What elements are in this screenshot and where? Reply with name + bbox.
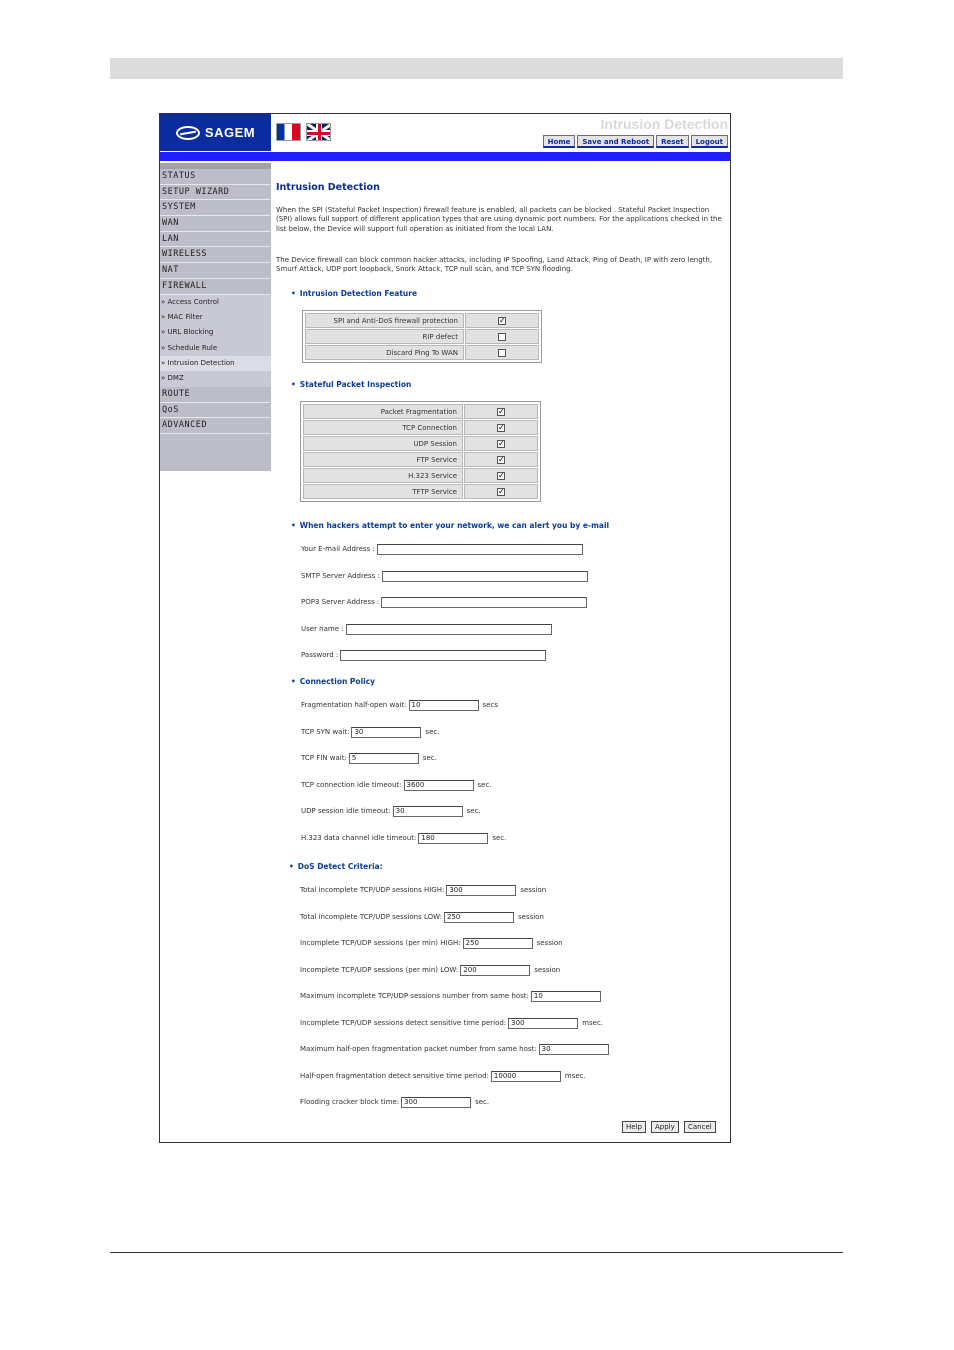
brand-name: SAGEM — [204, 125, 256, 140]
field-label: Incomplete TCP/UDP sessions detect sensitive time period: — [300, 1018, 507, 1027]
sidebar-subitem-url-blocking[interactable]: » URL Blocking — [161, 328, 214, 337]
intro-paragraph: When the SPI (Stateful Packet Inspection) firewall feature is enabled, all packets can be blocked . Stateful Packet Inspection (SPI) allows full support of different application types that are using dynamic port numbers. For the applications checked in the list below, the Device will support full operation as initiated from the local LAN. — [276, 206, 722, 233]
sagem-logo — [160, 114, 271, 151]
text-input[interactable] — [377, 544, 583, 555]
unit-label: sec. — [475, 1098, 490, 1106]
sidebar-subitem-schedule-rule[interactable]: » Schedule Rule — [161, 343, 218, 352]
option-checkbox[interactable]: ✓ — [499, 315, 506, 325]
intrusion-feature-table — [302, 310, 542, 363]
option-checkbox-cell — [465, 313, 539, 328]
unit-label: session — [520, 886, 547, 894]
unit-label: session — [536, 939, 563, 947]
sidebar-item-status[interactable]: STATUS — [160, 169, 271, 185]
sidebar-item-system[interactable]: SYSTEM — [160, 200, 271, 216]
option-row — [305, 329, 539, 344]
document-footer-rule — [110, 1252, 843, 1253]
option-row — [303, 404, 538, 419]
text-input[interactable] — [346, 624, 552, 635]
sidebar-item-wan[interactable]: WAN — [160, 216, 271, 232]
section-intrusion-feature: • Intrusion Detection Feature — [291, 289, 418, 298]
apply-button[interactable]: Apply — [651, 1121, 679, 1133]
sidebar-item-route[interactable]: ROUTE — [160, 387, 271, 403]
unit-label: session — [517, 912, 544, 921]
sidebar-subitem-access-control[interactable]: » Access Control — [161, 297, 219, 306]
section-connection-policy: • Connection Policy — [291, 677, 376, 686]
sidebar — [160, 163, 271, 471]
text-input[interactable]: 300 — [446, 885, 516, 896]
option-checkbox-cell — [464, 484, 538, 499]
option-checkbox[interactable]: ✓ — [498, 454, 505, 464]
text-input[interactable]: 30 — [393, 806, 463, 817]
field-label: Incomplete TCP/UDP sessions (per min) HIGH: — [300, 939, 461, 947]
save-and-reboot-button[interactable]: Save and Reboot — [577, 135, 654, 148]
sidebar-item-firewall[interactable]: FIREWALL — [160, 279, 271, 295]
flag-france-icon[interactable] — [276, 123, 301, 141]
option-checkbox-cell — [464, 420, 538, 435]
unit-label: msec. — [582, 1018, 604, 1027]
option-label: Discard Ping To WAN — [305, 345, 464, 360]
sidebar-subitem-intrusion-detection[interactable]: » Intrusion Detection — [160, 356, 271, 371]
sidebar-item-advanced[interactable]: ADVANCED — [160, 418, 271, 434]
unit-label: sec. — [492, 833, 507, 842]
text-input[interactable]: 180 — [418, 833, 488, 844]
field-label: Your E-mail Address : — [301, 545, 375, 553]
option-checkbox-cell — [465, 345, 539, 360]
top-nav — [543, 135, 728, 148]
header-divider — [160, 152, 730, 161]
option-checkbox-cell — [464, 404, 538, 419]
field-label: UDP session idle timeout: — [301, 807, 391, 815]
sidebar-subitem-dmz[interactable]: » DMZ — [161, 374, 184, 383]
section-email-alert: • When hackers attempt to enter your network, we can alert you by e-mail — [291, 521, 610, 530]
field-label: Total incomplete TCP/UDP sessions HIGH: — [300, 886, 445, 894]
unit-label: secs — [482, 701, 498, 709]
text-input[interactable]: 30 — [539, 1044, 609, 1055]
cancel-button[interactable]: Cancel — [684, 1121, 716, 1133]
option-row — [305, 313, 539, 328]
text-input[interactable] — [382, 571, 588, 582]
option-row — [303, 452, 538, 467]
unit-label: sec. — [477, 780, 492, 789]
section-dos-criteria: • DoS Detect Criteria: — [289, 862, 383, 871]
attack-paragraph: The Device firewall can block common hacker attacks, including IP Spoofing, Land Attack, Ping of Death, IP with zero length, Smurf Attack, UDP port loopback, Snork Attack, TCP null scan, and TCP SYN flooding. — [276, 256, 713, 274]
field-label: SMTP Server Address : — [301, 571, 380, 580]
option-label: TCP Connection — [303, 420, 463, 435]
unit-label: sec. — [422, 754, 437, 762]
option-label: SPI and Anti-DoS firewall protection — [305, 313, 464, 328]
field-label: TCP SYN wait: — [301, 727, 350, 736]
field-label: Incomplete TCP/UDP sessions (per min) LOW: — [300, 965, 459, 974]
sidebar-item-wireless[interactable]: WIRELESS — [160, 247, 271, 263]
text-input[interactable]: 30 — [351, 727, 421, 738]
field-label: Half-open fragmentation detect sensitive time period: — [300, 1071, 489, 1080]
option-checkbox-cell — [464, 436, 538, 451]
text-input[interactable]: 250 — [463, 938, 533, 949]
text-input[interactable]: 10 — [409, 700, 479, 711]
field-label: Maximum half-open fragmentation packet number from same host: — [300, 1045, 537, 1053]
field-label: Total incomplete TCP/UDP sessions LOW: — [300, 912, 442, 921]
text-input[interactable]: 5 — [349, 753, 419, 764]
option-label: FTP Service — [303, 452, 463, 467]
option-label: RIP defect — [305, 329, 464, 344]
option-row — [303, 468, 538, 483]
option-label: H.323 Service — [303, 468, 463, 483]
router-screenshot-frame — [159, 113, 731, 1143]
field-label: User name : — [301, 624, 344, 633]
option-checkbox[interactable]: ✓ — [498, 438, 505, 448]
unit-label: sec. — [425, 727, 440, 736]
field-label: Password : — [301, 651, 339, 659]
text-input[interactable]: 200 — [460, 965, 530, 976]
page-watermark-title: Intrusion Detection — [600, 116, 728, 132]
option-checkbox-cell — [465, 329, 539, 344]
sidebar-subitem-mac-filter[interactable]: » MAC Filter — [161, 312, 203, 321]
sidebar-item-setup-wizard[interactable]: SETUP WIZARD — [160, 185, 271, 201]
option-checkbox[interactable]: ✓ — [498, 406, 505, 416]
spi-table — [300, 401, 541, 502]
flag-uk-icon[interactable] — [306, 123, 331, 141]
sagem-logo-icon — [176, 126, 200, 140]
option-row — [303, 420, 538, 435]
option-checkbox-cell — [464, 452, 538, 467]
help-button[interactable]: Help — [622, 1121, 646, 1133]
document-header-bar — [110, 58, 843, 79]
field-label: Fragmentation half-open wait: — [301, 701, 407, 709]
sidebar-item-nat[interactable]: NAT — [160, 263, 271, 279]
text-input[interactable]: 10 — [531, 991, 601, 1002]
logout-button[interactable]: Logout — [691, 135, 728, 148]
option-row — [303, 436, 538, 451]
field-label: TCP connection idle timeout: — [301, 780, 402, 789]
text-input[interactable] — [381, 597, 587, 608]
field-label: Flooding cracker block time: — [300, 1098, 400, 1106]
option-row — [303, 484, 538, 499]
option-checkbox[interactable] — [498, 333, 506, 341]
option-row — [305, 345, 539, 360]
field-label: Maximum incomplete TCP/UDP sessions number from same host: — [300, 992, 529, 1000]
page-title: Intrusion Detection — [276, 182, 380, 193]
text-input[interactable]: 3600 — [404, 780, 474, 791]
text-input[interactable]: 250 — [444, 912, 514, 923]
unit-label: session — [534, 965, 561, 974]
home-button[interactable]: Home — [543, 135, 576, 148]
text-input[interactable]: 300 — [401, 1097, 471, 1108]
text-input[interactable]: 10000 — [491, 1071, 561, 1082]
option-checkbox-cell — [464, 468, 538, 483]
option-checkbox[interactable] — [498, 349, 506, 357]
option-checkbox[interactable]: ✓ — [498, 486, 505, 496]
reset-button[interactable]: Reset — [656, 135, 688, 148]
section-stateful-packet-inspection: • Stateful Packet Inspection — [291, 380, 412, 389]
option-label: UDP Session — [303, 436, 463, 451]
field-label: TCP FIN wait: — [301, 754, 347, 762]
option-label: TFTP Service — [303, 484, 463, 499]
text-input[interactable] — [340, 650, 546, 661]
text-input[interactable]: 300 — [508, 1018, 578, 1029]
sidebar-item-lan[interactable]: LAN — [160, 232, 271, 248]
option-checkbox[interactable]: ✓ — [498, 422, 505, 432]
unit-label: msec. — [564, 1071, 586, 1080]
field-label: POP3 Server Address : — [301, 598, 380, 606]
option-checkbox[interactable]: ✓ — [498, 470, 505, 480]
option-label: Packet Fragmentation — [303, 404, 463, 419]
sidebar-item-qos[interactable]: QoS — [160, 403, 271, 419]
unit-label: sec. — [466, 807, 481, 815]
field-label: H.323 data channel idle timeout: — [301, 833, 417, 842]
